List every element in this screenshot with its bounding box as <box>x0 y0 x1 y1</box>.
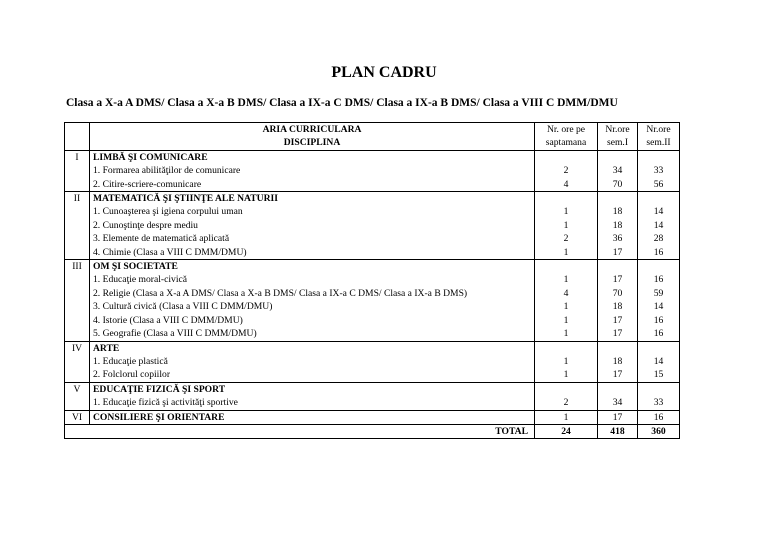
hours-sem1: 17 <box>598 273 638 286</box>
section-number: VI <box>65 410 90 424</box>
hours-sem1: 34 <box>598 396 638 410</box>
hours-per-week: 1 <box>535 273 598 286</box>
hours-sem2: 56 <box>638 178 680 192</box>
discipline-name: 1. Educaţie fizică şi activităţi sportive <box>90 396 535 410</box>
section-row <box>65 192 680 206</box>
table-header-row <box>65 123 680 137</box>
table-header-row <box>65 136 680 150</box>
hours-sem2: 59 <box>638 287 680 300</box>
hours-per-week: 2 <box>535 396 598 410</box>
section-name: CONSILIERE ŞI ORIENTARE <box>90 410 535 424</box>
discipline-name: 5. Geografie (Clasa a VIII C DMM/DMU) <box>90 327 535 341</box>
discipline-name: 1. Educaţie plastică <box>90 355 535 368</box>
hours-sem1: 17 <box>598 314 638 327</box>
discipline-name: 2. Folclorul copiilor <box>90 368 535 382</box>
hours-per-week: 1 <box>535 219 598 232</box>
table-row <box>65 164 680 177</box>
table-row <box>65 327 680 341</box>
section-hours <box>535 382 598 396</box>
table-row <box>65 396 680 410</box>
section-sem1: 17 <box>598 410 638 424</box>
row-index-cell <box>65 300 90 313</box>
table-row <box>65 178 680 192</box>
header-discipline-line1: ARIA CURRICULARA <box>90 123 535 137</box>
hours-per-week: 2 <box>535 232 598 245</box>
hours-sem1: 18 <box>598 300 638 313</box>
section-row <box>65 382 680 396</box>
hours-per-week: 4 <box>535 287 598 300</box>
table-row <box>65 300 680 313</box>
table-row <box>65 219 680 232</box>
total-label: TOTAL <box>65 424 535 438</box>
section-sem2 <box>638 260 680 274</box>
section-number: III <box>65 260 90 274</box>
hours-sem1: 17 <box>598 327 638 341</box>
row-index-cell <box>65 205 90 218</box>
row-index-cell <box>65 355 90 368</box>
hours-sem2: 14 <box>638 300 680 313</box>
table-row <box>65 368 680 382</box>
hours-sem2: 14 <box>638 205 680 218</box>
hours-sem2: 28 <box>638 232 680 245</box>
hours-sem2: 15 <box>638 368 680 382</box>
row-index-cell <box>65 164 90 177</box>
row-index-cell <box>65 327 90 341</box>
table-row <box>65 287 680 300</box>
section-number: IV <box>65 341 90 355</box>
section-hours: 1 <box>535 410 598 424</box>
row-index-cell <box>65 314 90 327</box>
hours-per-week: 1 <box>535 327 598 341</box>
row-index-cell <box>65 368 90 382</box>
hours-per-week: 2 <box>535 164 598 177</box>
hours-sem1: 18 <box>598 219 638 232</box>
hours-sem1: 18 <box>598 205 638 218</box>
hours-sem2: 16 <box>638 327 680 341</box>
section-sem2: 16 <box>638 410 680 424</box>
header-hours-line1: Nr. ore pe <box>535 123 598 137</box>
header-discipline-line2: DISCIPLINA <box>90 136 535 150</box>
discipline-name: 3. Elemente de matematică aplicată <box>90 232 535 245</box>
section-sem2 <box>638 341 680 355</box>
header-index-cell <box>65 136 90 150</box>
hours-sem1: 34 <box>598 164 638 177</box>
discipline-name: 2. Cunoştinţe despre mediu <box>90 219 535 232</box>
table-row <box>65 314 680 327</box>
table-row <box>65 355 680 368</box>
total-sem1: 418 <box>598 424 638 438</box>
hours-per-week: 1 <box>535 300 598 313</box>
section-sem2 <box>638 192 680 206</box>
section-row <box>65 410 680 424</box>
hours-per-week: 1 <box>535 246 598 260</box>
hours-sem2: 16 <box>638 314 680 327</box>
section-sem1 <box>598 192 638 206</box>
hours-sem1: 36 <box>598 232 638 245</box>
row-index-cell <box>65 219 90 232</box>
hours-per-week: 1 <box>535 205 598 218</box>
section-row <box>65 260 680 274</box>
discipline-name: 1. Formarea abilităţilor de comunicare <box>90 164 535 177</box>
section-name: LIMBĂ ŞI COMUNICARE <box>90 150 535 164</box>
row-index-cell <box>65 246 90 260</box>
discipline-name: 2. Religie (Clasa a X-a A DMS/ Clasa a X-a B DMS/ Clasa a IX-a C DMS/ Clasa a IX-a B DMS) <box>90 287 535 300</box>
header-sem2-line2: sem.II <box>638 136 680 150</box>
hours-sem2: 33 <box>638 164 680 177</box>
section-number: V <box>65 382 90 396</box>
row-index-cell <box>65 287 90 300</box>
header-hours-line2: saptamana <box>535 136 598 150</box>
hours-sem2: 33 <box>638 396 680 410</box>
section-row <box>65 341 680 355</box>
section-number: II <box>65 192 90 206</box>
discipline-name: 4. Istorie (Clasa a VIII C DMM/DMU) <box>90 314 535 327</box>
section-sem1 <box>598 382 638 396</box>
total-sem2: 360 <box>638 424 680 438</box>
section-hours <box>535 260 598 274</box>
row-index-cell <box>65 273 90 286</box>
hours-sem1: 17 <box>598 368 638 382</box>
row-index-cell <box>65 396 90 410</box>
row-index-cell <box>65 232 90 245</box>
header-sem1-line1: Nr.ore <box>598 123 638 137</box>
section-name: ARTE <box>90 341 535 355</box>
section-name: MATEMATICĂ ŞI ŞTIINŢE ALE NATURII <box>90 192 535 206</box>
total-row <box>65 424 680 438</box>
section-sem1 <box>598 150 638 164</box>
section-number: I <box>65 150 90 164</box>
page-subtitle: Clasa a X-a A DMS/ Clasa a X-a B DMS/ Clasa a IX-a C DMS/ Clasa a IX-a B DMS/ Clasa a VIII C DMM/DMU <box>66 97 618 109</box>
total-hours: 24 <box>535 424 598 438</box>
section-name: EDUCAŢIE FIZICĂ ŞI SPORT <box>90 382 535 396</box>
hours-sem1: 70 <box>598 287 638 300</box>
hours-sem2: 16 <box>638 273 680 286</box>
hours-sem1: 17 <box>598 246 638 260</box>
discipline-name: 4. Chimie (Clasa a VIII C DMM/DMU) <box>90 246 535 260</box>
section-sem1 <box>598 260 638 274</box>
section-sem1 <box>598 341 638 355</box>
section-row <box>65 150 680 164</box>
discipline-name: 3. Cultură civică (Clasa a VIII C DMM/DMU) <box>90 300 535 313</box>
section-hours <box>535 192 598 206</box>
section-sem2 <box>638 382 680 396</box>
header-sem2-line1: Nr.ore <box>638 123 680 137</box>
hours-sem2: 14 <box>638 355 680 368</box>
section-name: OM ŞI SOCIETATE <box>90 260 535 274</box>
hours-per-week: 1 <box>535 368 598 382</box>
header-index-cell <box>65 123 90 137</box>
discipline-name: 2. Citire-scriere-comunicare <box>90 178 535 192</box>
curriculum-table <box>64 122 680 439</box>
hours-sem1: 18 <box>598 355 638 368</box>
table-row <box>65 232 680 245</box>
hours-sem2: 14 <box>638 219 680 232</box>
hours-per-week: 1 <box>535 355 598 368</box>
hours-sem2: 16 <box>638 246 680 260</box>
hours-per-week: 4 <box>535 178 598 192</box>
discipline-name: 1. Cunoaşterea şi igiena corpului uman <box>90 205 535 218</box>
table-row <box>65 246 680 260</box>
section-sem2 <box>638 150 680 164</box>
hours-sem1: 70 <box>598 178 638 192</box>
row-index-cell <box>65 178 90 192</box>
table-row <box>65 273 680 286</box>
page-title: PLAN CADRU <box>331 64 437 81</box>
table-row <box>65 205 680 218</box>
section-hours <box>535 341 598 355</box>
section-hours <box>535 150 598 164</box>
hours-per-week: 1 <box>535 314 598 327</box>
discipline-name: 1. Educaţie moral-civică <box>90 273 535 286</box>
header-sem1-line2: sem.I <box>598 136 638 150</box>
